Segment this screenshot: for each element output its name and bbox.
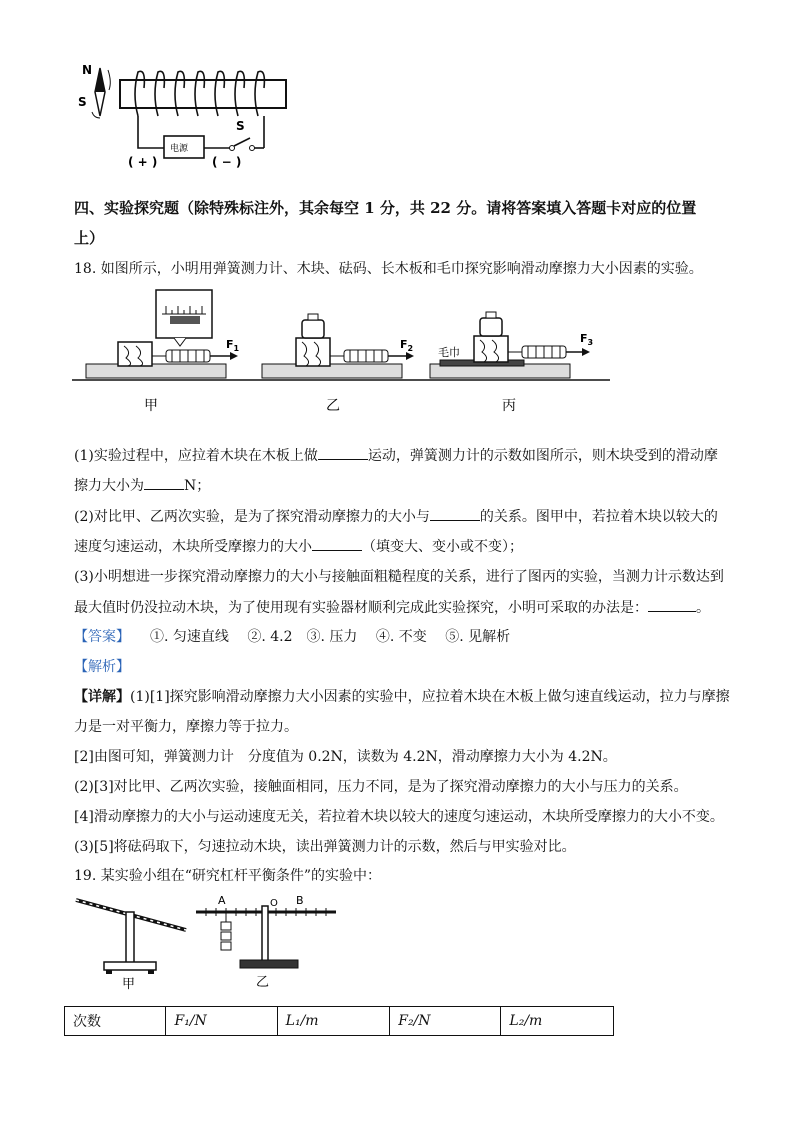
- blank-1: [318, 445, 368, 460]
- blank-3: [430, 506, 480, 521]
- plus-terminal: ( + ): [128, 155, 158, 169]
- detail-line-2: 力是一对平衡力，摩擦力等于拉力。: [74, 719, 298, 735]
- power-source-label: 电源: [170, 144, 189, 154]
- detail-line-3: [2]由图可知，弹簧测力计 分度值为 0.2N，读数为 4.2N，滑动摩擦力大小为 4.2N。: [74, 749, 617, 765]
- lever-label-jia: 甲: [122, 977, 136, 990]
- towel-label: 毛巾: [438, 346, 460, 359]
- q18-part2-line1: (2)对比甲、乙两次实验，是为了探究滑动摩擦力的大小与 的关系。图甲中，若拉着木块以较大的: [74, 506, 718, 527]
- answer-line: [74, 627, 510, 647]
- q18-part3-line1: (3)小明想进一步探究滑动摩擦力的大小与接触面粗糙程度的关系，进行了图丙的实验，当测力计示数达到: [74, 569, 724, 585]
- setup-yi: [262, 314, 414, 414]
- point-o-label: O: [270, 898, 278, 909]
- setup-jia: [86, 290, 240, 414]
- label-bing: 丙: [502, 398, 516, 414]
- solenoid-circuit-figure: [72, 58, 292, 178]
- lever-data-table: [64, 1006, 614, 1036]
- table-header-cell: L₂/m: [501, 1007, 614, 1036]
- label-jia: 甲: [144, 398, 158, 414]
- q18-part1-line2: 擦力大小为 N；: [74, 475, 210, 496]
- q18-part1-line1: (1)实验过程中，应拉着木块在木板上做 运动，弹簧测力计的示数如图所示，则木块受到的滑动摩: [74, 445, 718, 466]
- table-header-cell: F₂/N: [390, 1007, 501, 1036]
- minus-terminal: ( − ): [212, 155, 242, 169]
- table-header-row: [65, 1007, 614, 1036]
- blank-2: [144, 475, 184, 490]
- point-a-label: A: [218, 894, 226, 907]
- label-yi: 乙: [326, 398, 340, 414]
- point-b-label: B: [296, 894, 304, 907]
- table-header-cell: F₁/N: [166, 1007, 277, 1036]
- switch-label: S: [236, 119, 245, 133]
- q18-part3-line2: 最大值时仍没拉动木块，为了使用现有实验器材顺利完成此实验探究，小明可采取的办法是： 。: [74, 597, 710, 618]
- q19-stem: 19. 某实验小组在“研究杠杆平衡条件”的实验中：: [74, 868, 382, 884]
- setup-bing: [430, 312, 593, 414]
- q18-stem: 18. 如图所示，小明用弹簧测力计、木块、砝码、长木板和毛巾探究影响滑动摩擦力大小因素的实验。: [74, 261, 703, 277]
- lever-yi: [196, 894, 336, 990]
- q18-part2-line2: 速度匀速运动，木块所受摩擦力的大小 （填变大、变小或不变）；: [74, 536, 523, 557]
- blank-5: [648, 597, 696, 612]
- lever-label-yi: 乙: [256, 975, 270, 990]
- detail-line-5: [4]滑动摩擦力的大小与运动速度无关，若拉着木块以较大的速度匀速运动，木块所受摩擦力的大小不变。: [74, 809, 724, 825]
- lever-experiment-figure: [70, 890, 350, 990]
- friction-experiment-figure: [70, 286, 610, 416]
- blank-4: [312, 536, 362, 551]
- table-header-cell: 次数: [65, 1007, 166, 1036]
- detail-line-1: 【详解】(1)[1]探究影响滑动摩擦力大小因素的实验中，应拉着木块在木板上做匀速直线运动，拉力与摩擦: [74, 689, 730, 705]
- section-heading: 四、实验探究题（除特殊标注外，其余每空 1 分，共 22 分。请将答案填入答题卡对应的位置: [74, 199, 697, 217]
- force-f1-label: $F_1$: [226, 338, 240, 353]
- compass-s-label: S: [78, 95, 87, 109]
- analysis-label: 【解析】: [74, 659, 130, 675]
- answer-text: ①. 匀速直线 ②. 4.2 ③. 压力 ④. 不变 ⑤. 见解析: [150, 629, 511, 645]
- section-heading-cont: 上）: [74, 229, 105, 247]
- force-f2-label: $F_2$: [400, 338, 414, 353]
- lever-jia: [76, 900, 186, 990]
- force-f3-label: $F_3$: [580, 332, 594, 347]
- detail-line-6: (3)[5]将砝码取下，匀速拉动木块，读出弹簧测力计的示数，然后与甲实验对比。: [74, 839, 576, 855]
- detail-line-4: (2)[3]对比甲、乙两次实验，接触面相同，压力不同，是为了探究滑动摩擦力的大小与压力的关系。: [74, 779, 688, 795]
- answer-label: 【答案】: [74, 629, 130, 645]
- compass-n-label: N: [82, 63, 93, 77]
- table-header-cell: L₁/m: [277, 1007, 390, 1036]
